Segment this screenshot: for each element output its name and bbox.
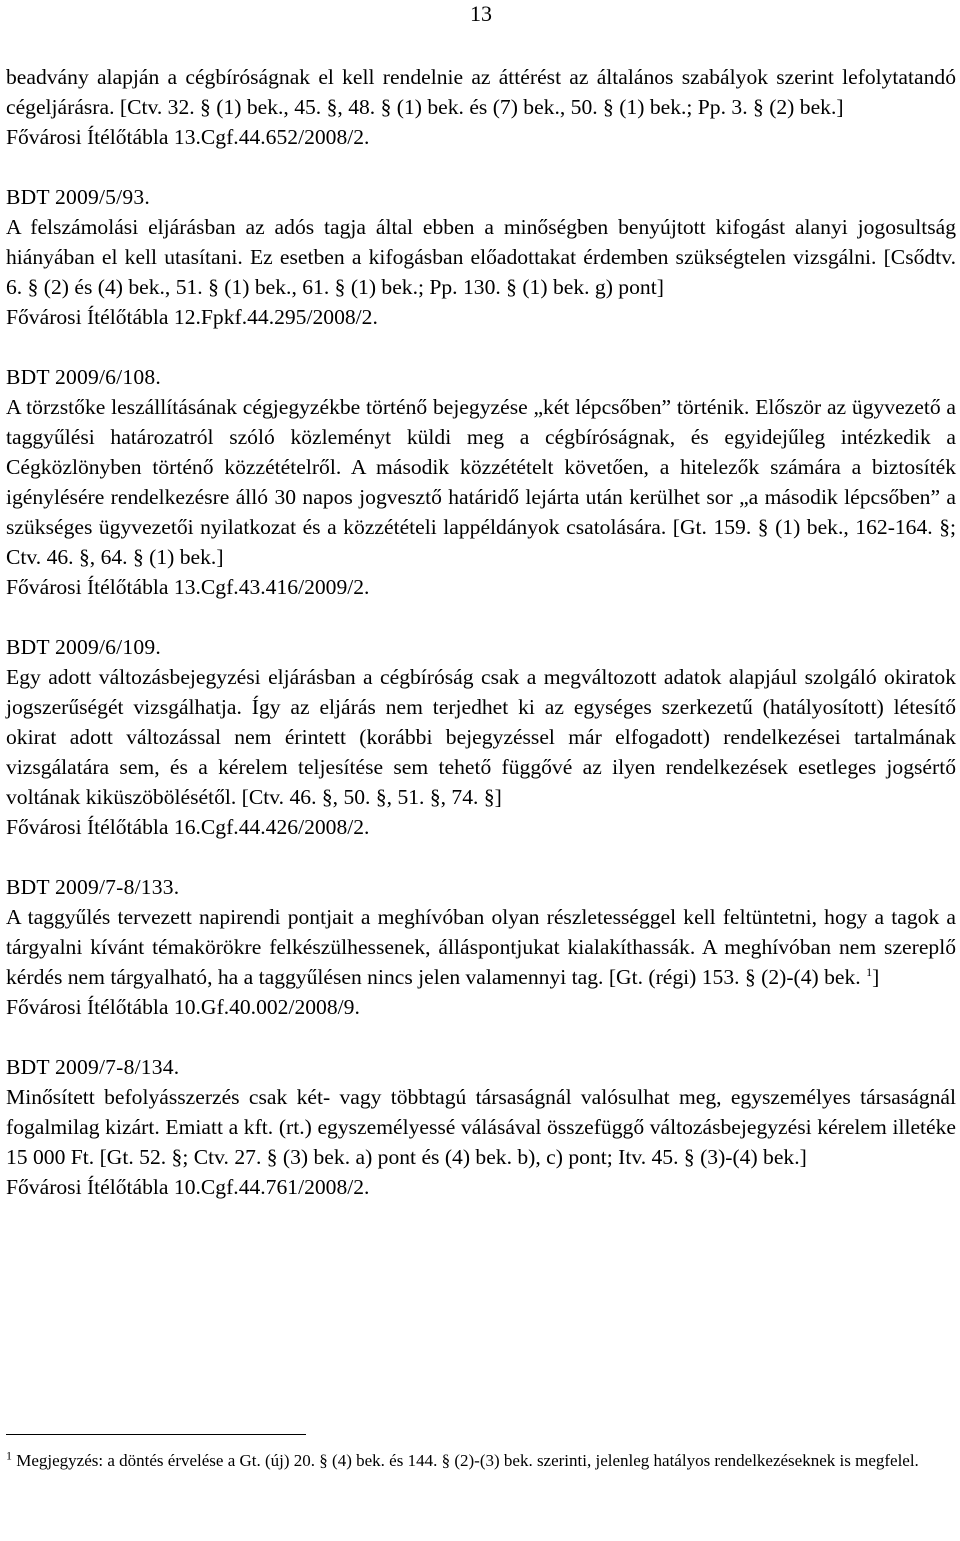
entry-heading: BDT 2009/7-8/134. <box>6 1055 180 1079</box>
entry-text: A törzstőke leszállításának cégjegyzékbe történő bejegyzése „két lépcsőben” történik. Először az ügyvezető a taggyűlési határozatról szóló közleményt küldi meg a cégbíróságnak, és egyidejűleg intézkedik a Cégközlönyben történő közzétételről. A második közzétételt követően, a hitelezők számára a biztosíték igénylésére rendelkezésre álló 30 napos jogvesztő határidő lejárta után kerülhet sor „a második lépcsőben” a szükséges ügyvezetői nyilatkozat és a közzétételi lappéldányok csatolására. [Gt. 159. § (1) bek., 162-164. §; Ctv. 46. §, 64. § (1) bek.] <box>6 395 956 569</box>
entry-text: Minősített befolyásszerzés csak két- vagy többtagú társaságnál valósulhat meg, egyszemélyes társaságnál fogalmilag kizárt. Emiatt a kft. (rt.) egyszemélyessé válásával összefüggő változásbejegyzési kérelem illetéke 15 000 Ft. [Gt. 52. §; Ctv. 27. § (3) bek. a) pont és (4) bek. b), c) pont; Itv. 45. § (3)-(4) bek.] <box>6 1085 956 1169</box>
footnote-text: Megjegyzés: a döntés érvelése a Gt. (új) 20. § (4) bek. és 144. § (2)-(3) bek. szerinti, jelenleg hatályos rendelkezéseknek is megfelel. <box>16 1451 919 1470</box>
court-reference: Fővárosi Ítélőtábla 10.Cgf.44.761/2008/2. <box>6 1175 370 1199</box>
entry-bdt-2009-5-93 <box>6 182 956 332</box>
entry-bdt-2009-7-8-134 <box>6 1052 956 1202</box>
footnote <box>6 1449 956 1473</box>
footnote-mark[interactable]: 1 <box>866 964 873 979</box>
entry-heading: BDT 2009/5/93. <box>6 185 150 209</box>
entry-text: Egy adott változásbejegyzési eljárásban a cégbíróság csak a megváltozott adatok alapjául szolgáló okiratok jogszerűségét vizsgálhatja. Így az eljárás nem terjedhet ki az egységes szerkezetű (hatályosított) létesítő okirat adott változással nem érintett (korábbi bejegyzéssel már elfogadott) rendelkezései tartalmának vizsgálatára sem, és a kérelem teljesítése sem tehető függővé az ilyen rendelkezések esetleges jogsértő voltának kiküszöbölésétől. [Ctv. 46. §, 50. §, 51. §, 74. §] <box>6 665 956 809</box>
court-reference: Fővárosi Ítélőtábla 10.Gf.40.002/2008/9. <box>6 995 360 1019</box>
page-number: 13 <box>470 1 492 26</box>
entry-text-tail: ] <box>872 965 880 989</box>
entry-heading: BDT 2009/6/108. <box>6 365 161 389</box>
entry-heading: BDT 2009/6/109. <box>6 635 161 659</box>
footnote-divider <box>6 1434 306 1435</box>
entry-text: A taggyűlés tervezett napirendi pontjait a meghívóban olyan részletességgel kell feltüntetni, hogy a tagok a tárgyalni kívánt témakörökre felkészülhessenek, álláspontjukat kialakíthassák. A meghívóban nem szereplő kérdés nem tárgyalható, ha a taggyűlésen nincs jelen valamennyi tag. [Gt. (régi) 153. § (2)-(4) bek. <box>6 905 956 989</box>
court-reference: Fővárosi Ítélőtábla 13.Cgf.43.416/2009/2. <box>6 575 370 599</box>
entry-text-wrapper <box>6 902 956 992</box>
footnote-number: 1 <box>6 1448 12 1463</box>
entry-text: beadvány alapján a cégbíróságnak el kell rendelnie az áttérést az általános szabályok szerint lefolytatandó cégeljárásra. [Ctv. 32. § (1) bek., 45. §, 48. § (1) bek. és (7) bek., 50. § (1) bek.; Pp. 3. § (2) bek.] <box>6 65 956 119</box>
footnote-area <box>6 1434 956 1473</box>
document-body <box>6 62 956 1232</box>
entry-bdt-2009-7-8-133 <box>6 872 956 1022</box>
court-reference: Fővárosi Ítélőtábla 13.Cgf.44.652/2008/2. <box>6 125 370 149</box>
entry-bdt-2009-6-109 <box>6 632 956 842</box>
entry-continuation <box>6 62 956 152</box>
entry-bdt-2009-6-108 <box>6 362 956 602</box>
court-reference: Fővárosi Ítélőtábla 16.Cgf.44.426/2008/2. <box>6 815 370 839</box>
entry-text: A felszámolási eljárásban az adós tagja által ebben a minőségben benyújtott kifogást alanyi jogosultság hiányában el kell utasítani. Ez esetben a kifogásban előadottakat érdemben szükségtelen vizsgálni. [Csődtv. 6. § (2) és (4) bek., 51. § (1) bek., 61. § (1) bek.; Pp. 130. § (1) bek. g) pont] <box>6 215 956 299</box>
entry-heading: BDT 2009/7-8/133. <box>6 875 180 899</box>
court-reference: Fővárosi Ítélőtábla 12.Fpkf.44.295/2008/2. <box>6 305 378 329</box>
